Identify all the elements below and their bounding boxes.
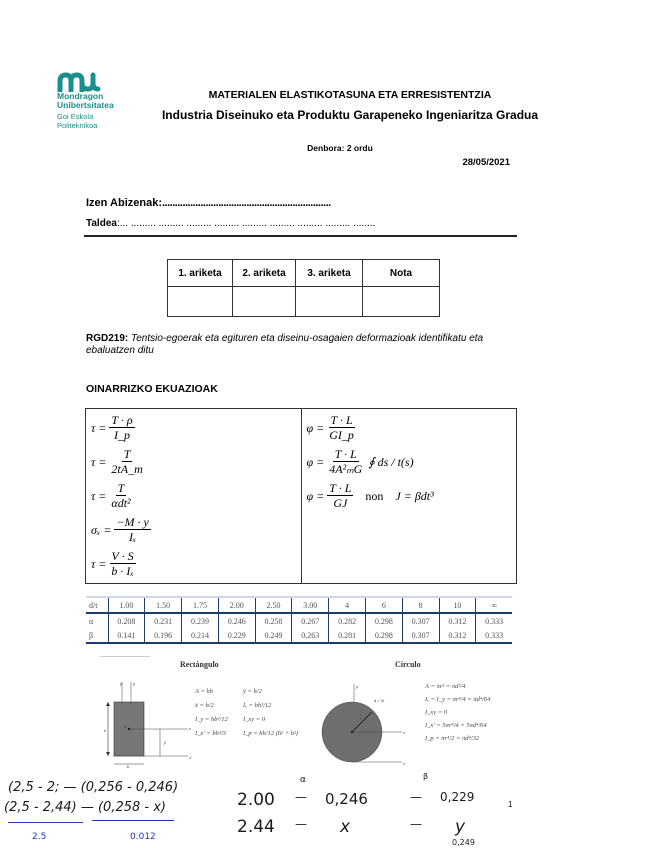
rectangle-diagram <box>100 680 195 775</box>
svg-text:x: x <box>403 730 405 735</box>
exam-duration: Denbora: 2 ordu <box>307 143 373 153</box>
rectangle-title: Rectángulo <box>180 660 219 669</box>
grades-header-cell: 2. ariketa <box>233 260 296 287</box>
logo-line-3: Goi Eskola <box>57 112 94 121</box>
svg-text:y': y' <box>120 681 123 686</box>
equation: φ = $\frac{T \cdot L}{GJ}$ non J = βdt³ <box>306 481 434 510</box>
handwritten-alpha-mark: α <box>300 775 306 785</box>
svg-text:r: r <box>360 716 362 721</box>
group-label: Taldea <box>86 218 117 229</box>
handwritten-denominator: 2.5 <box>32 832 47 842</box>
equations-right-column <box>302 409 517 583</box>
course-title: MATERIALEN ELASTIKOTASUNA ETA ERRESISTENTZIA <box>208 89 492 101</box>
name-label: Izen Abizenak: <box>86 197 162 209</box>
coefficients-header-row: d/t 1.00 1.50 1.75 2.00 2.50 3.00 4 6 8 10 ∞ <box>86 597 512 613</box>
grade-cell <box>296 287 363 317</box>
competence-text: Tentsio-egoerak eta egituren eta diseinu-osagaien deformazioak identifikatu eta ebaluatzen ditu <box>86 333 484 356</box>
competence-code: RGD219: <box>86 333 129 344</box>
handwritten-row-2: 2.44 — x — y <box>237 817 466 837</box>
equation: τ = $\frac{T \cdot \rho}{I\_p}$ <box>91 413 133 442</box>
figure-rule <box>100 656 150 657</box>
equation: φ = $\frac{T \cdot L}{\text{4A²ₘG}}$ ∮ ds / t(s) <box>306 447 414 476</box>
equation: τ = $\frac{T}{\text{αdt²}}$ <box>91 481 131 510</box>
beta-row: β 0.141 0.196 0.214 0.229 0.249 0.263 0.281 0.298 0.307 0.312 0.333 <box>86 628 512 643</box>
handwritten-row-3-partial: 0,249 <box>452 838 475 847</box>
circle-title: Círculo <box>395 660 421 669</box>
svg-text:x': x' <box>403 761 406 766</box>
grade-cell <box>233 287 296 317</box>
exam-date: 28/05/2021 <box>462 157 510 168</box>
name-field <box>86 197 331 209</box>
svg-text:b: b <box>127 764 130 769</box>
degree-subtitle: Industria Diseinuko eta Produktu Garapeneko Ingeniaritza Gradua <box>161 108 539 122</box>
rectangle-section-icon <box>100 680 195 770</box>
svg-text:y: y <box>356 684 358 689</box>
equation: τ = $\frac{T}{2tA\_m}$ <box>91 447 143 476</box>
equation: τ = $\frac{V \cdot S}{\text{b · Iₓ}}$ <box>91 549 134 578</box>
svg-text:h: h <box>104 728 107 733</box>
equations-box <box>85 408 517 584</box>
handwritten-denominator: 0.012 <box>130 832 156 842</box>
svg-text:y: y <box>133 681 135 686</box>
equations-left-column <box>86 409 302 583</box>
handwritten-interpolation-line-1: (2,5 - 2; — (0,256 - 0,246) <box>8 780 179 795</box>
torsion-coefficients-table <box>86 596 512 644</box>
logo-line-4: Politeknikoa <box>57 121 98 130</box>
svg-text:x': x' <box>189 755 192 760</box>
handwritten-row-1: 2.00 — 0,246 — 0,229 <box>237 790 475 810</box>
svg-text:C: C <box>124 724 127 729</box>
name-dots: .................................................................. <box>162 197 331 209</box>
mondragon-mu-logo-icon <box>57 72 103 92</box>
grade-cell <box>168 287 233 317</box>
handwritten-interpolation-line-2: (2,5 - 2,44) — (0,258 - x) <box>4 800 166 815</box>
alpha-row: α 0.208 0.231 0.239 0.246 0.258 0.267 0.282 0.298 0.307 0.312 0.333 <box>86 613 512 628</box>
competence-statement <box>86 333 526 357</box>
grades-header-cell: Nota <box>363 260 440 287</box>
svg-text:x: x <box>189 726 191 731</box>
group-field <box>86 218 375 229</box>
logo-line-1: Mondragon <box>57 91 104 101</box>
svg-text:d = 2r: d = 2r <box>374 698 385 703</box>
university-logo <box>57 72 137 130</box>
grade-cell <box>363 287 440 317</box>
logo-line-2: Unibertsitatea <box>57 100 114 110</box>
circle-diagram <box>310 680 420 780</box>
grades-value-row <box>168 287 440 317</box>
divider <box>84 235 517 237</box>
equations-heading: OINARRIZKO EKUAZIOAK <box>86 383 218 395</box>
handwritten-underline <box>92 820 174 821</box>
equation: σₓ = $\frac{-M \cdot y}{\text{Iₓ}}$ <box>91 515 149 544</box>
grades-header-row <box>168 260 440 287</box>
rectangle-formulas: A = bh ȳ = h/2 x̄ = b/2 Iₓ = bh³/12 I_y = hb³/12 I_xy = 0 I_x' = bh³/3 I_p = bh/12 (h² + b²) <box>195 688 299 737</box>
handwritten-beta-mark: β <box>423 772 429 781</box>
grades-table <box>167 259 440 317</box>
circle-section-icon <box>310 680 420 775</box>
grades-header-cell: 1. ariketa <box>168 260 233 287</box>
page-number: 1 <box>508 800 513 809</box>
circle-formulas: A = πr² = πd²/4 Iₓ = I_y = πr⁴/4 = πd⁴/64 I_xy = 0 I_x' = 5πr⁴/4 = 5πd⁴/64 I_p = πr⁴/2 = πd⁴/32 <box>425 683 491 742</box>
handwritten-underline <box>8 822 83 823</box>
grades-header-cell: 3. ariketa <box>296 260 363 287</box>
equation: φ = $\frac{T \cdot L}{GI\_p}$ <box>306 413 354 442</box>
svg-text:ȳ: ȳ <box>164 740 166 745</box>
group-dots: :... ......... ......... ......... ......... ......... ......... ......... ......... ........ <box>116 218 376 229</box>
